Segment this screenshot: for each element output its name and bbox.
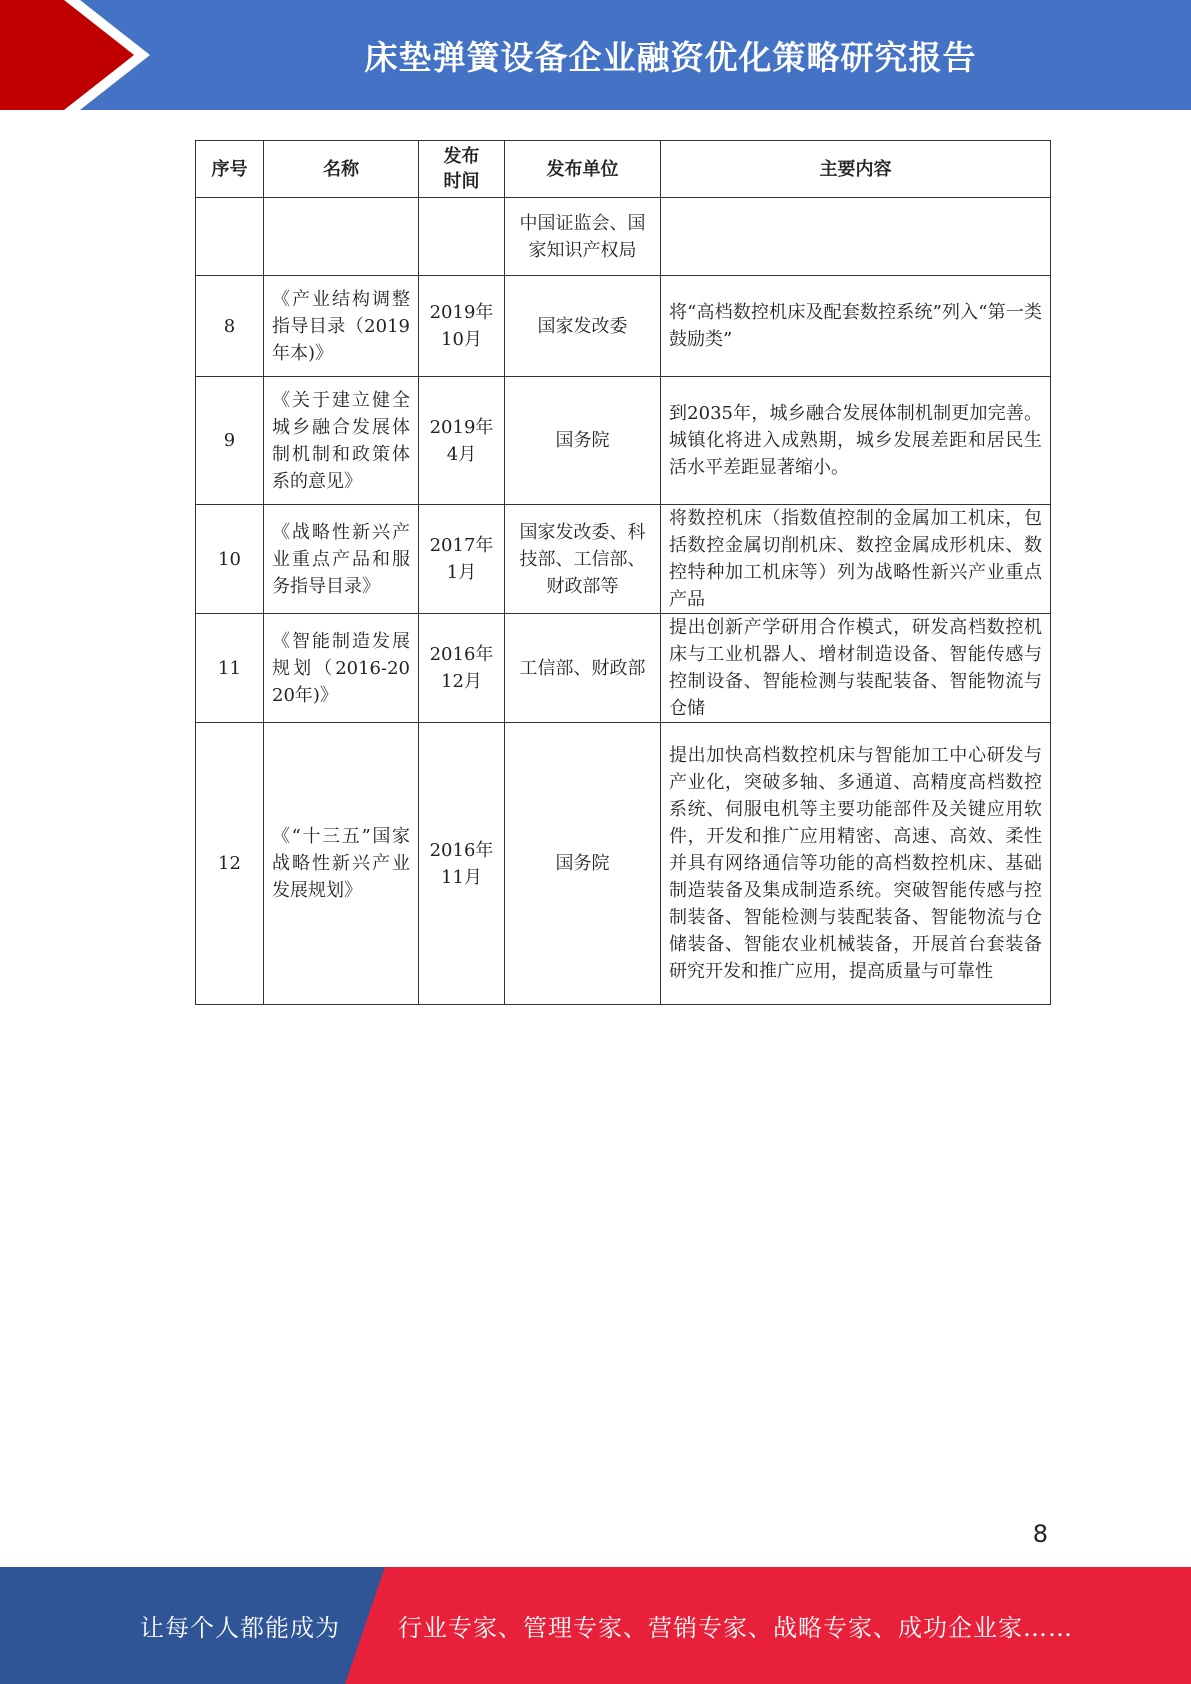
cell-issuer: 国家发改委、科技部、工信部、财政部等 bbox=[505, 505, 661, 614]
cell-date: 2016年11月 bbox=[419, 723, 505, 1005]
cell-name: 《关于建立健全城乡融合发展体制机制和政策体系的意见》 bbox=[264, 377, 419, 505]
cell-issuer: 国务院 bbox=[505, 723, 661, 1005]
table-row bbox=[196, 614, 1051, 723]
report-title: 床垫弹簧设备企业融资优化策略研究报告 bbox=[364, 37, 977, 77]
table-body bbox=[196, 198, 1051, 1005]
cell-no: 9 bbox=[196, 377, 264, 505]
cell-issuer: 国家发改委 bbox=[505, 276, 661, 377]
cell-date: 2019年10月 bbox=[419, 276, 505, 377]
cell-name: 《战略性新兴产业重点产品和服务指导目录》 bbox=[264, 505, 419, 614]
cell-content: 提出加快高档数控机床与智能加工中心研发与产业化，突破多轴、多通道、高精度高档数控系统、伺服电机等主要功能部件及关键应用软件，开发和推广应用精密、高速、高效、柔性并具有网络通信等功能的高档数控机床、基础制造装备及集成制造系统。突破智能传感与控制装备、智能检测与装配装备、智能物流与仓储装备、智能农业机械装备，开展首台套装备研究开发和推广应用，提高质量与可靠性 bbox=[661, 723, 1051, 1005]
cell-issuer: 工信部、财政部 bbox=[505, 614, 661, 723]
cell-no: 12 bbox=[196, 723, 264, 1005]
cell-date: 2019年4月 bbox=[419, 377, 505, 505]
cell-issuer: 中国证监会、国家知识产权局 bbox=[505, 198, 661, 276]
col-header-date: 发布 时间 bbox=[419, 141, 505, 198]
col-header-content: 主要内容 bbox=[661, 141, 1051, 198]
cell-content: 到2035年，城乡融合发展体制机制更加完善。城镇化将进入成熟期，城乡发展差距和居民生活水平差距显著缩小。 bbox=[661, 377, 1051, 505]
cell-date: 2017年1月 bbox=[419, 505, 505, 614]
col-header-no: 序号 bbox=[196, 141, 264, 198]
table-row bbox=[196, 377, 1051, 505]
col-header-issuer: 发布单位 bbox=[505, 141, 661, 198]
cell-no: 11 bbox=[196, 614, 264, 723]
cell-content: 提出创新产学研用合作模式，研发高档数控机床与工业机器人、增材制造设备、智能传感与控制设备、智能检测与装配装备、智能物流与仓储 bbox=[661, 614, 1051, 723]
policy-table bbox=[195, 140, 1051, 1005]
table-row bbox=[196, 723, 1051, 1005]
footer-slogan-left: 让每个人都能成为 bbox=[140, 1614, 340, 1642]
col-header-name: 名称 bbox=[264, 141, 419, 198]
cell-date bbox=[419, 198, 505, 276]
page-footer bbox=[0, 1567, 1191, 1684]
footer-slogan-right: 行业专家、管理专家、营销专家、战略专家、成功企业家…… bbox=[398, 1614, 1073, 1642]
chevron-arrow-icon bbox=[0, 0, 160, 110]
table-row bbox=[196, 505, 1051, 614]
cell-name: 《产业结构调整指导目录（2019年本)》 bbox=[264, 276, 419, 377]
table-header-row bbox=[196, 141, 1051, 198]
table-row bbox=[196, 276, 1051, 377]
cell-name: 《智能制造发展规划（2016-2020年)》 bbox=[264, 614, 419, 723]
cell-no bbox=[196, 198, 264, 276]
cell-content: 将“高档数控机床及配套数控系统”列入“第一类鼓励类” bbox=[661, 276, 1051, 377]
cell-no: 8 bbox=[196, 276, 264, 377]
page-header bbox=[0, 0, 1191, 110]
page-number: 8 bbox=[1032, 1520, 1048, 1548]
cell-date: 2016年12月 bbox=[419, 614, 505, 723]
cell-name bbox=[264, 198, 419, 276]
cell-content bbox=[661, 198, 1051, 276]
cell-name: 《“十三五”国家战略性新兴产业发展规划》 bbox=[264, 723, 419, 1005]
cell-issuer: 国务院 bbox=[505, 377, 661, 505]
cell-no: 10 bbox=[196, 505, 264, 614]
table-row bbox=[196, 198, 1051, 276]
cell-content: 将数控机床（指数值控制的金属加工机床，包括数控金属切削机床、数控金属成形机床、数控特种加工机床等）列为战略性新兴产业重点产品 bbox=[661, 505, 1051, 614]
